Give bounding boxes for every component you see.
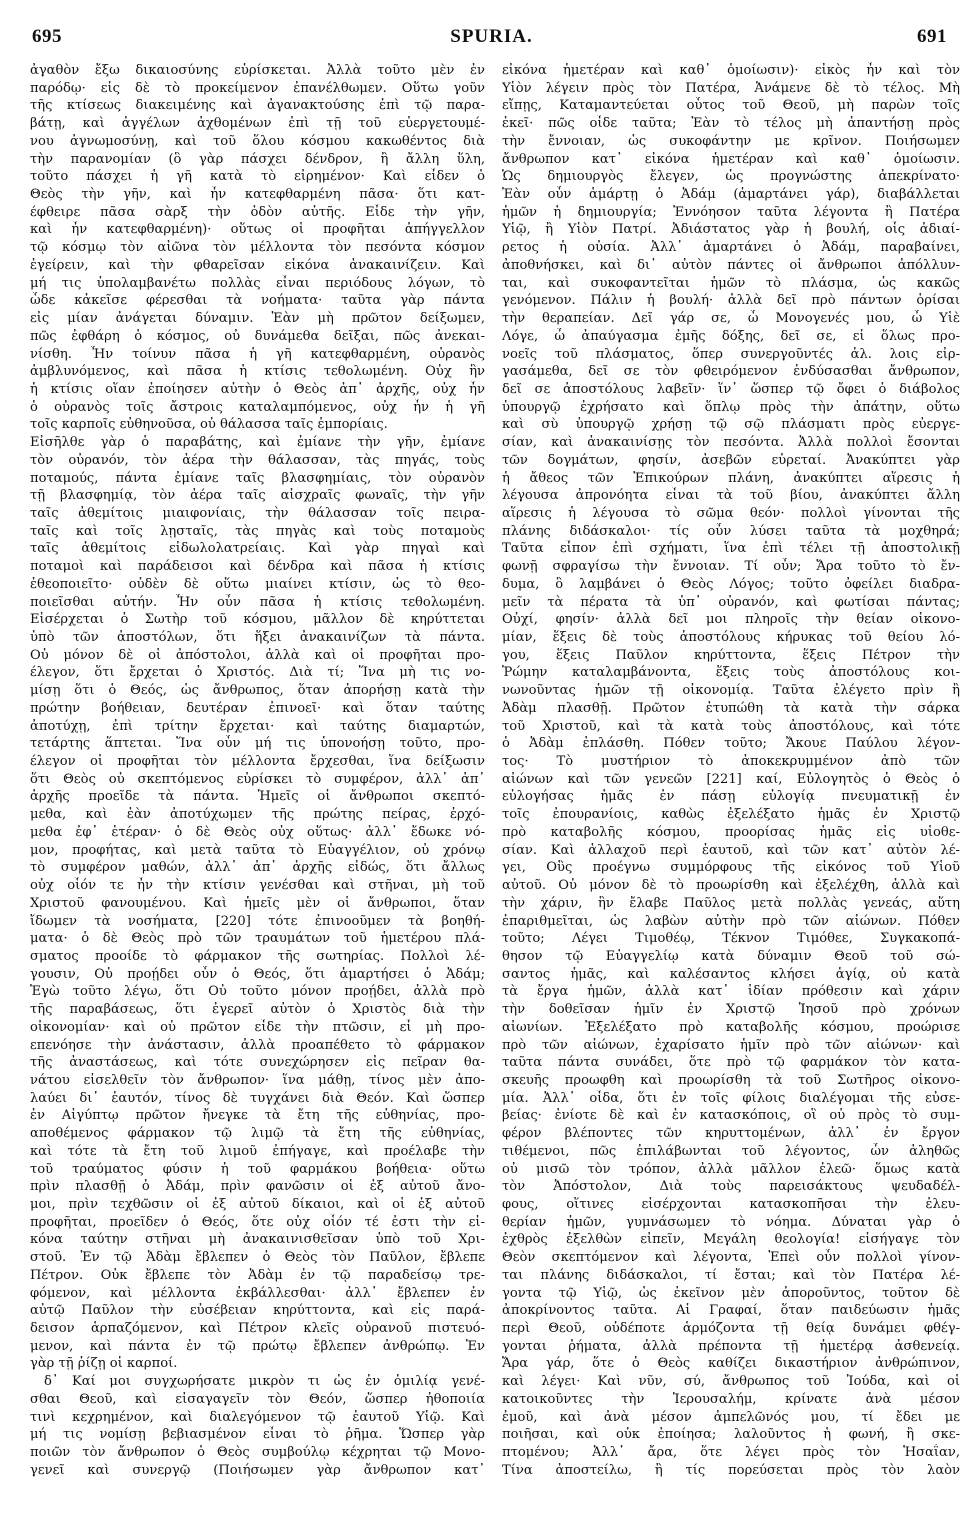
right-column-line: ται, καὶ συκοφαντεῖται ἡμῶν τὸ πλάσμα, ὡς κακῶς [502,275,960,291]
left-column-line: ἐθεοποιεῖτο· οὐδὲν δὲ οὕτω μιαίνει κτίσιν, ὡς τὸ θεο- [30,576,485,592]
left-column-line: μίσῃ ὅτι ὁ Θεός, ὡς ἄνθρωπος, ὅταν ἀπορήσῃ κατὰ τὴν [30,683,485,699]
right-column-line: τὴν ἔννοιαν, ὡς συκοφάντην με κρῖνον. Ποιήσωμεν [502,133,960,149]
right-column-line: Ὡς δημιουργὸς ἔλεγεν, ὡς προγνώστης ἀπεκρίνατο· [502,169,960,185]
right-column-line: σκευῆς προωφθη καὶ προωρίσθη τὰ τοῦ Σωτῆρος οἰκονο- [502,1072,960,1088]
right-column-line: γονται ῥήματα, ἀλλὰ πρέποντα τῇ ἡμετέρᾳ ἀσθενείᾳ. [502,1338,960,1354]
right-column-line: γοντα τῷ Υἱῷ, ὡς ἐκεῖνον μὲν ἀποροῦντος, τοῦτον δὲ [502,1285,960,1301]
right-column-line: τὴν θεραπείαν. Δεῖ γάρ σε, ὦ Μονογενές μου, ὦ Υἱὲ [502,311,960,327]
right-column-line: ρετος ἡ οὐσία. Ἀλλ᾿ ἁμαρτάνει ὁ Ἀδάμ, παραβαίνει, [502,240,960,256]
right-column-line: δυμα, ὃ λαμβάνει ὁ Θεὸς Λόγος; τοῦτο ὀφείλει διαδρα- [502,576,960,592]
right-column-line: αἵρεσις ἡ λέγουσα τὸ σῶμα θεόν· πολλοὶ γίνονται τῆς [502,505,960,521]
right-column-line: αὐτοῦ. Οὐ μόνον δὲ τὸ προωρίσθη καὶ ἐξελέχθη, ἀλλὰ καὶ [502,878,960,894]
right-column-line: ταῦτα πάντα συνάδει, ὅτε πρὸ τῷ φαρμάκον τὸν κατα- [502,1055,960,1071]
left-column-line: νίσθη. Ἦν τοίνυν πᾶσα ἡ γῆ κατεφθαρμένη, οὐρανὸς [30,346,485,362]
left-column-line: μον, προφήτας, καὶ μετὰ ταῦτα τὸ Εὐαγγέλιον, οὐ χρόνῳ [30,842,485,858]
left-column-line: ἐν Αἰγύπτῳ πρῶτον ἤνεγκε τὰ ἔτη τῆς εὐθηνίας, προ- [30,1108,485,1124]
left-column-line: ταῖς ἀθεμίτοις μιαιφονίαις, τὴν θάλασσαν τοῖς πειρα- [30,505,485,521]
left-column-line: Χριστοῦ φανουμένου. Καὶ ἡμεῖς μὲν οἱ ἄνθρωποι, ὅταν [30,895,485,911]
right-column-line: εἰκόνα ἡμετέραν καὶ καθ᾿ ὁμοίωσιν)· εἰκὸς ἦν καὶ τὸν [502,63,960,78]
right-column-line: Υἱῷ, ἢ Υἱὸν Πατρί. Ἀδιάστατος γὰρ ἡ βουλή, οἷς ἀδιαί- [502,222,960,238]
right-column-line: εὐλογήσας ἡμᾶς ἐν πάσῃ εὐλογίᾳ πνευματικῇ ἐν [502,789,960,805]
right-column-line: πλάνης διδάσκαλοι· τίς οὖν λύσει ταῦτα τὰ μοχθηρά; [502,523,960,539]
left-column-line: σματος προοίδε τὸ φάρμακον τῆς σωτηρίας. Πολλοὶ λέ- [30,948,485,964]
right-column-line: τοῦτο; Λέγει Τιμοθέῳ, Τέκνον Τιμόθεε, Συγκακοπά- [502,931,960,947]
right-column-line: Ῥώμην καταλαμβάνοντα, ἕξεις τοὺς ἀποστόλους κοι- [502,665,960,681]
right-column-line: σίαν, καὶ ἀνακαινίσῃς τὸν πεσόντα. Ἀλλὰ πολλοὶ ἔσονται [502,435,960,451]
left-column-line: ἴδωμεν τὰ νοσήματα, [220] τότε ἐπινοοῦμεν τὰ βοηθή- [30,913,485,929]
left-column-line: τῆς ἀναστάσεως, καὶ τότε συνεχώρησεν εἰς πεῖραν θα- [30,1055,485,1071]
right-column-line: καὶ λέγει· Καὶ νῦν, σύ, ἄνθρωπος τοῦ Ἰούδα, καὶ οἱ [502,1374,960,1390]
right-column-line: μίαν, ἕξεις δὲ τοὺς ἀποστόλους κήρυκας τοῦ θείου λό- [502,630,960,645]
right-column-line: τιθέμενοι, πῶς ἐπιλάβωνται τοῦ λέγοντος, ὧν ἀληθῶς [502,1143,960,1159]
right-column-line: Τίνα ἀποστείλω, ἢ τίς πορεύσεται πρὸς τὸν λαὸν [502,1462,960,1478]
right-column-line: τὴν χάριν, ἣν ἔλαβε Παῦλος μετὰ πολλὰς γενεάς, αὕτη [502,895,960,911]
right-column-line: Θεὸν σκεπτόμενον καὶ λέγοντα, Ἐπεὶ οὖν πολλοὶ γίνον- [502,1250,960,1266]
right-column-line: τὸν Ἀπόστολον, Διὰ τοὺς παρεισάκτους ψευδαδέλ- [502,1179,960,1195]
left-column-line: ὧδε κἀκεῖσε φέρεσθαι τὰ νοήματα· ταῦτα γὰρ πάντα [30,293,485,309]
left-column-line: τινὶ κεχρημένον, καὶ διαλεγόμενον τῷ ἑαυτοῦ Υἱῷ. Καὶ [30,1409,485,1425]
right-column-line: σαντος ἡμᾶς, καὶ καλέσαντος κλήσει ἁγίᾳ, οὐ κατὰ [502,966,960,982]
left-column-line: ποταμοὶ καὶ παράδεισοι καὶ δένδρα καὶ πᾶσα ἡ κτίσις [30,559,485,575]
left-column-line: ἐγείρειν, καὶ τὴν φθαρεῖσαν εἰκόνα ἀνακαινίζειν. Καὶ [30,257,485,273]
right-column-line: πτομένου; Ἀλλ᾿ ἄρα, ὅτε λέγει πρὸς τὸν Ἡσαΐαν, [502,1445,960,1461]
left-column-line: τῇ βλασφημίᾳ, τὸν ἀέρα ταῖς αἰσχραῖς φωναῖς, τὴν γῆν [30,488,485,504]
left-column-line: έλεγον οἱ προφῆται τὸν μέλλοντα ἔρχεσθαι, ἵνα δείξωσιν [30,754,485,770]
left-column-line: μεθα ἐφ᾿ ἑτέραν· ὁ δὲ Θεὸς οὐχ οὕτως· ἀλλ᾿ ἔδωκε νό- [30,824,485,840]
right-column-line: περὶ Θεοῦ, οὐδέποτε ἁρμόζοντα τῇ θείᾳ δυνάμει φθέγ- [502,1321,960,1337]
right-column-line: Ἄρα γάρ, ὅτε ὁ Θεὸς καθίζει δικαστήριον ἀνθρώπινον, [502,1356,960,1372]
left-column-line: ποιεῖσθαι αὐτήν. Ἦν οὖν πᾶσα ἡ κτίσις τεθολωμένη. [30,594,485,610]
right-column [502,62,960,1532]
left-column-line: ἀμβλυνόμενος, καὶ πᾶσα ἡ κτίσις τεθολωμένη. Οὐχ ἣν [30,364,485,380]
left-column-line: μεθα, καὶ ἐὰν ἀποτύχωμεν τῆς πρώτης πείρας, ἐρχό- [30,807,485,823]
right-column-line: λέγουσα ἀπρονόητα εἶναι τὰ τοῦ βίου, ἀνακύπτει ἄλλη [502,488,960,504]
right-column-line: αἰωνίων. Ἐξελέξατο πρὸ καταβολῆς κόσμου, προώρισε [502,1019,960,1035]
right-column-line: τοῖς ἐπουρανίοις, καθὼς ἐξελέξατο ἡμᾶς ἐν Χριστῷ [502,807,960,823]
left-column-line: πρώτην βοήθειαν, δευτέραν ἐπινοεῖ· καὶ ὅταν ταύτης [30,700,485,716]
left-column-line: νου ἀγνωμοσύνῃ, καὶ τοῦ ὅλου κόσμου κακωθέντος διὰ [30,133,485,149]
page-number-left: 695 [32,26,62,47]
right-column-line: πρὸ τῶν αἰώνων, ἐχαρίσατο ἡμῖν πρὸ τῶν αἰώνων· καὶ [502,1037,960,1053]
left-column-line: βάτῃ, καὶ ἀγγέλων ἀχθομένων ἐπὶ τῇ τοῦ εὐεργετουμέ- [30,116,485,132]
left-column-line: σθαι Θεοῦ, καὶ εἰσαγαγεῖν τὸν Θεόν, ὥσπερ ἠθοποιία [30,1391,485,1407]
left-column-line: οἰκονομίαν· καὶ οὐ πρῶτον εἶδε τὴν πτῶσιν, εἶ μὴ προ- [30,1019,485,1035]
right-column-line: θερίαν ἡμῶν, γυμνάσωμεν τὸ νόημα. Δύναται γὰρ ὁ [502,1214,960,1230]
left-column-line: τὴν παρανομίαν (ὃ γὰρ πάσχει δένδρον, ἢ ἄλλη ὕλη, [30,151,485,167]
right-column-line: γενόμενον. Πάλιν ἡ βουλή· ἀλλὰ δεῖ πρὸ πάντων ὁρίσαι [502,293,960,309]
left-column-line: τὸν οὐρανόν, τὸν ἀέρα τὴν θάλασσαν, τὰς πηγάς, τοὺς [30,452,485,468]
left-column-line: πῶς ἐφθάρη ὁ κόσμος, οὐ δυνάμεθα δεῖξαι, πῶς ἀνεκαι- [30,328,485,344]
left-column-line: μή τις νομίσῃ βεβιασμένον εἶναι τὸ ῥῆμα. Ὥσπερ γὰρ [30,1427,485,1443]
left-column-line: γενεῖ καὶ συνεργῷ (Ποιήσωμεν γὰρ ἄνθρωπον κατ᾿ [30,1462,485,1478]
right-column-line: μία. Ἀλλ᾿ οἶδα, ὅτι ἐν τοῖς φίλοις διαλέγομαι τῆς εὐσε- [502,1090,960,1106]
right-column-line: τὴν δοθεῖσαν ἡμῖν ἐν Χριστῷ Ἰησοῦ πρὸ χρόνων [502,1002,960,1018]
left-column-line: τῆς παραβάσεως, ὅτι ἐγερεῖ αὐτὸν ὁ Χριστὸς διὰ τὴν [30,1002,485,1018]
left-column-line: ταῖς ἀθεμίτοις εἰδωλολατρείαις. Καὶ γὰρ πηγαὶ καὶ [30,541,485,557]
right-column-line: τος· Τὸ μυστήριον τὸ ἀποκεκρυμμένον ἀπὸ τῶν [502,754,960,770]
left-column-line: ἀγαθὸν ἔξω δικαιοσύνης εὑρίσκεται. Ἀλλὰ τοῦτο μὲν ἐν [30,63,485,78]
left-column-line: τοῦ τραύματος φύσιν ἡ τοῦ φαρμάκου βοήθεια· οὕτω [30,1161,485,1177]
right-column-line: ὑπουργῷ ἐχρήσατο καὶ ὅπλῳ πρὸς τὴν ἀπάτην, οὕτω [502,399,960,415]
running-title: SPURIA. [450,26,533,47]
left-column-line: τοῖς καρποῖς εὐθηνοῦσα, οὐ θάλασσα ταῖς ἐμπορίαις. [30,417,388,433]
left-column-line: αὐτῷ Παῦλον τὴν εὐσέβειαν κηρύττοντα, καὶ εἰς παρά- [30,1303,485,1319]
right-column-line: σίαν. Καὶ ἀλλαχοῦ περὶ ἑαυτοῦ, καὶ τῶν κατ᾿ αὐτὸν λέ- [502,842,960,858]
left-column-line: προφῆται, προεῖδεν ὁ Θεός, ὅτε οὐχ οἷόν τέ ἐστι τὴν εἰ- [30,1214,485,1230]
right-column-line: εἴπῃς, Καταμαντεύεται οὗτος τοῦ Θεοῦ, μὴ παρὼν τοῖς [502,98,960,114]
left-column-line: Εἰσῆλθε γὰρ ὁ παραβάτης, καὶ ἐμίανε τὴν γῆν, ἐμίανε [30,435,485,451]
right-column-line: νοεῖς τοῦ πλάσματος, ὅπερ συνεργοῦντές ἀλ. λοις εἰρ- [502,346,960,362]
left-column-line: ταῖς καὶ τοῖς λῃσταῖς, τὰς πηγὰς καὶ τοὺς ποταμοὺς [30,523,485,539]
right-column-line: οὐ μισῶ τὸν τρόπον, ἀλλὰ μᾶλλον ἐλεῶ· ὅμως κατὰ [502,1161,960,1177]
right-column-line: ἐμοῦ, καὶ ἀνὰ μέσον ἀμπελῶνός μου, τί ἔδει με [502,1409,960,1425]
right-column-line: Λόγε, ὦ ἀπαύγασμα ἐμῆς δόξης, δεῖ σε, εἰ ὅλως προ- [502,328,960,344]
left-column-line: τὸ συμφέρον μαθών, ἀλλ᾿ ἀπ᾿ ἀρχῆς εἰδώς, ὅτι ἄλλως [30,860,485,876]
right-column-line: ἐπαριθμεῖται, ὡς λαβὼν αὐτὴν πρὸ τῶν αἰώνων. Πόθεν [502,913,960,929]
right-column-line: ἄνθρωπον κατ᾿ εἰκόνα ἡμετέραν καὶ καθ᾿ ὁμοίωσιν. [502,151,960,167]
left-column-line: Εἰσέρχεται ὁ Σωτὴρ τοῦ κόσμου, μᾶλλον δὲ κηρύττεται [30,612,485,628]
right-column-line: τὰ ἔργα ἡμῶν, ἀλλὰ κατ᾿ ἰδίαν πρόθεσιν καὶ χάριν [502,984,960,1000]
left-column-line: Πέτρον. Οὐκ ἔβλεπε τὸν Ἀδὰμ ἐν τῷ παραδείσῳ τρε- [30,1267,485,1283]
left-column-line: ὁ οὐρανὸς τοῖς ἄστροις καταλαμπόμενος, οὐχ ἦν ἡ γῆ [30,399,485,415]
right-column-line: φωνῇ σφραγίσω τὴν ἔννοιαν. Τί οὖν; Ἄρα τοῦτο τὸ ἔν- [502,559,960,575]
right-column-line: καὶ σὺ ὑπουργῷ χρήσῃ τῷ σῷ πλάσματι πρὸς εὐεργε- [502,417,960,433]
left-column-line: δεισον ἁρπαζόμενον, καὶ Πέτρον κλεῖς οὐρανοῦ πιστευό- [30,1321,485,1337]
left-column-line: οὐχ οἷόν τε ἦν τὴν κτίσιν γενέσθαι καὶ στῆναι, μὴ τοῦ [30,878,485,894]
left-column-line: πρὶν πλασθῇ ὁ Ἀδάμ, πρὶν φανῶσιν οἱ ἐξ αὐτοῦ ἄνο- [30,1179,485,1195]
left-column-line: τῆς κτίσεως διακειμένης καὶ ἀγανακτούσης ἐπὶ τῷ παρα- [30,98,485,114]
right-column-line: Οὐχί, φησίν· ἀλλὰ δεῖ μοι πληροῖς τὴν θείαν οἰκονο- [502,612,960,628]
left-column-line: φόμενον, καὶ μέλλοντα ἐκβάλλεσθαι· ἀλλ᾿ ἔβλεπεν ἐν [30,1285,485,1301]
left-column-line: έφθειρε πᾶσα σὰρξ τὴν ὁδὸν αὐτῆς. Εἶδε τὴν γῆν, [30,204,485,220]
left-column-line: ποταμούς, πάντα ἐμίανε ταῖς βλασφημίαις, τὸν οὐρανὸν [30,470,485,486]
left-column-line: ματα· ὁ δὲ Θεὸς πρὸ τῶν τραυμάτων τοῦ ἡμετέρου πλά- [30,931,485,947]
right-column-line: ἐκεῖ· πῶς οἶδε ταῦτα; Ἐὰν τὸ τέλος μὴ ἀπαντήσῃ πρὸς [502,116,960,132]
right-column-line: πρὸ καταβολῆς κόσμου, προορίσας ἡμᾶς εἰς υἱοθε- [502,824,960,840]
left-column-line: ὅτι Θεὸς οὐ σκεπτόμενος εὑρίσκει τὸ συμφέρον, ἀλλ᾿ ἀπ᾿ [30,771,485,787]
right-column-line: ἐχθρὸς ἐξελθὼν εἰπεῖν, Μεγάλη θεολογία! εἰσήγαγε τὸν [502,1232,960,1248]
left-column-line: μοι, πρὶν τεχθῶσιν οἱ ἐξ αὐτοῦ δίκαιοι, καὶ οἱ ἐξ αὐτοῦ [30,1197,485,1212]
right-column-line: τοῦ Χριστοῦ, καὶ τὰ κατὰ τοὺς ἀποστόλους, καὶ τότε [502,718,960,734]
left-column-line: εἰς μίαν ἀνάγεται δύναμιν. Ἐὰν μὴ πρῶτον δείξωμεν, [30,311,485,327]
left-column-line: παρόδῳ· εἰς δὲ τὸ προκείμενον ἐπανέλθωμεν. Οὕτω γοῦν [30,80,485,96]
left-column-line: αποθέμενος φάρμακον τῷ λιμῷ τὰ ἔτη τῆς εὐθηνίας, [30,1126,485,1142]
left-column-line: καὶ ἦν κατεφθαρμένη)· οὕτως οἱ προφῆται ἀπήγγελλον [30,222,485,238]
left-column-line: δ᾿ Καί μοι συγχωρήσατε μικρὸν τι ὡς ἐν ὁμιλίᾳ γενέ- [44,1374,485,1390]
left-column-line: Θεὸς τὴν γῆν, καὶ ἦν κατεφθαρμένη πᾶσα· ὅτι κατ- [30,187,485,203]
left-column-line: έλεγον, ὅτι ἔρχεται ὁ Χριστός. Διὰ τί; Ἵνα μὴ τις νο- [30,665,485,681]
left-column-line: καὶ τότε τὰ ἔτη τοῦ λιμοῦ ἐπήγαγε, καὶ προέλαβε τὴν [30,1143,485,1159]
left-column-line: Οὐ μόνον δὲ οἱ ἀπόστολοι, ἀλλὰ καὶ οἱ προφῆται προ- [30,647,485,663]
right-column-line: βείας· ἐνίοτε δὲ καὶ ἐν κατασκόποις, οἳ οὐ πρὸς τὸ συμ- [502,1108,960,1124]
right-column-line: αἰώνων καὶ τῶν γενεῶν [221] καί, Εὐλογητὸς ὁ Θεὸς ὁ [502,771,960,787]
left-column-line: στοῦ. Ἐν τῷ Ἀδὰμ ἔβλεπεν ὁ Θεὸς τὸν Παῦλον, ἔβλεπε [30,1250,485,1266]
left-column-line: τοῦτο πάσχει ἡ γῆ κατὰ τὸ εἰρημένον· Καὶ εἶδεν ὁ [30,169,485,185]
left-column-line: νάτου εἰσελθεῖν τὸν ἄνθρωπον· ἵνα μάθῃ, τίνος μὲν ἀπο- [30,1072,485,1088]
right-column-line: Ταῦτα εἶπον ἐπὶ σχήματι, ἵνα ἐπὶ τέλει τῇ ἀποστολικῇ [502,541,960,557]
left-column-line: Ἐγὼ τοῦτο λέγω, ὅτι Οὐ τοῦτο μόνον προῄδει, ἀλλὰ πρὸ [30,984,485,1000]
left-column-line: γὰρ τῇ ῥίζῃ οἱ καρποί. [30,1356,178,1372]
right-column-line: ἀποκρίνοντος ταῦτα. Αἱ Γραφαί, ὅταν παιδεύωσιν ἡμᾶς [502,1303,960,1319]
right-column-line: ἡμῶν ἡ δημιουργία; Ἐννόησον ταῦτα λέγοντα ἢ Πατέρα [502,204,960,220]
right-column-line: γου, ἕξεις Παῦλον κηρύττοντα, ἕξεις Πέτρον τὴν [502,647,960,663]
right-column-line: Υἱὸν λέγειν πρὸς τὸν Πατέρα, Ἀνάμενε δὲ τὸ τέλος. Μὴ [502,80,960,96]
left-column-line: γουσιν, Οὐ προῄδει οὖν ὁ Θεός, ὅτι ἁμαρτήσει ὁ Ἀδάμ; [30,966,485,982]
right-column-line: γασάμεθα, δεῖ σε τὸν φθειρόμενον ἐνδύσασθαι ἄνθρωπον, [502,364,960,380]
running-header [28,10,955,50]
page-number-right: 691 [917,26,947,47]
right-column-line: γει, Οὓς προέγνω συμμόρφους τῆς εἰκόνος τοῦ Υἱοῦ [502,860,960,876]
right-column-line: θησον τῷ Εὐαγγελίῳ κατὰ δύναμιν Θεοῦ τοῦ σώ- [502,948,960,964]
right-column-line: τῶν δογμάτων, φησίν, ἀσεβῶν εὑρεταί. Ἀνακύπτει γὰρ [502,452,960,468]
left-column [30,62,485,1532]
right-column-line: ἀποθνήσκει, καὶ δι᾿ αὐτὸν πάντες οἱ ἄνθρωποι ἀπόλλυν- [502,257,960,273]
left-column-line: ποιῶν τὸν ἄνθρωπον ὁ Θεὸς συμβούλῳ κέχρηται τῷ Μονο- [30,1445,485,1461]
left-column-line: ἀρχῆς προεῖδε τὰ πάντα. Ἡμεῖς οἱ ἄνθρωποι σκεπτό- [30,789,485,805]
right-column-line: φους, οἵτινες εἰσέρχονται κατασκοπῆσαι τὴν ἐλευ- [502,1197,960,1212]
right-column-line: ποιῆσαι, καὶ οὐκ ἐποίησα; λαλοῦντος ἡ φωνή, ἢ σκε- [502,1427,960,1443]
right-column-line: κατοικοῦντες τὴν Ἱερουσαλήμ, κρίνατε ἀνὰ μέσον [502,1391,960,1407]
right-column-line: Ἀδὰμ πλασθῇ. Πρῶτον ἐτυπώθη τὰ κατὰ τὴν σάρκα [502,700,960,716]
right-column-line: φέρον βλέποντες τῶν κηρυττομένων, ἀλλ᾿ ἐν ἔργον [502,1126,960,1142]
right-column-line: ται πλάνης διδάσκαλοι, τί ἔσται; καὶ τὸν Πατέρα λέ- [502,1267,960,1283]
right-column-line: ὁ Ἀδὰμ ἐπλάσθη. Πόθεν τοῦτο; Ἄκουε Παύλου λέγον- [502,736,960,752]
right-column-line: ἡ ἄθεος τῶν Ἐπικούρων πλάνη, ἀνακύπτει αἵρεσις ἡ [502,470,960,486]
left-column-line: λαύει δι᾿ ἑαυτόν, τίνος δὲ τυγχάνει διὰ Θεόν. Καὶ ὥσπερ [30,1090,485,1106]
left-column-line: μή τις ὑπολαμβανέτω πολλὰς εἶναι περιόδους λόγων, τὸ [30,275,485,291]
left-column-line: ὑπὸ τῶν ἀποστόλων, ὅτι ἥξει ἀνακαινίζων τὰ πάντα. [30,630,485,645]
left-column-line: ἡ κτίσις οἵαν ἐποίησεν αὐτὴν ὁ Θεὸς ἀπ᾿ ἀρχῆς, οὐχ ἦν [30,381,485,397]
left-column-line: ἀποτύχῃ, ἐπὶ τρίτην ἔρχεται· καὶ ταύτης διαμαρτών, [30,718,485,734]
right-column-line: νωνοῦντας ἡμῶν τῇ οἰκονομίᾳ. Ταῦτα ἐλέγετο πρὶν ἢ [502,683,960,699]
left-column-line: τῷ κόσμῳ τὸν αἰῶνα τὸν μέλλοντα τὸν πεσόντα κόσμον [30,240,485,256]
left-column-line: κόνα ταύτην στῆναι μὴ ἀνακαινισθεῖσαν ὑπὸ τοῦ Χρι- [30,1232,485,1248]
left-column-line: τετάρτης ἅπτεται. Ἵνα οὖν μή τις ὑπονοήσῃ τοῦτο, προ- [30,736,485,752]
left-column-line: επενόησε τὴν ἀνάστασιν, ἀλλὰ προαπέθετο τὸ φάρμακον [30,1037,485,1053]
right-column-line: Ἐὰν οὖν ἁμάρτῃ ὁ Ἀδάμ (ἁμαρτάνει γάρ), διαβάλλεται [502,187,960,203]
left-column-line: μενον, καὶ πάντα ἐν τῷ πρώτῳ ἔβλεπεν ἀνθρώπῳ. Ἐν [30,1338,485,1354]
right-column-line: δεῖ σε ἀποστόλους λαβεῖν· ἵν᾿ ὥσπερ τῷ ὄφει ὁ διάβολος [502,381,960,397]
right-column-line: μεῖν τὰ πέρατα τὰ ὑπ᾿ οὐρανόν, καὶ φωτίσαι πάντας; [502,594,960,610]
